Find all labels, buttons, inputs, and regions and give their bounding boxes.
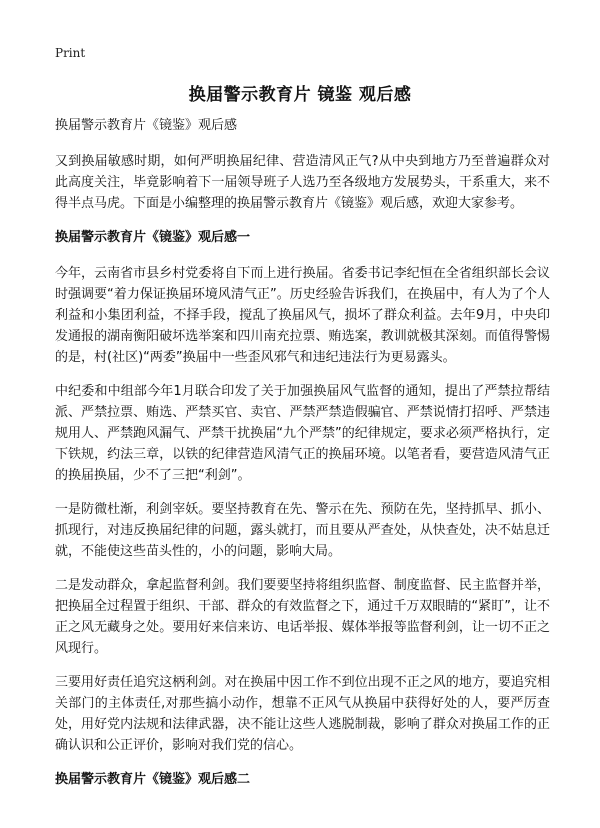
print-link[interactable]: Print bbox=[55, 46, 86, 60]
article-subtitle: 换届警示教育片《镜鉴》观后感 bbox=[55, 118, 238, 133]
section1-paragraph: 一是防微杜渐，利剑宰妖。要坚持教育在先、警示在先、预防在先，坚持抓早、抓小、抓现行，对违反换届纪律的问题，露头就打，而且要从严查处，从快查处，决不姑息迁就，不能使这些苗头性的，小的问题，影响大局。 bbox=[55, 502, 550, 559]
page-title: 换届警示教育片 镜鉴 观后感 bbox=[188, 85, 412, 105]
article-body bbox=[55, 115, 550, 805]
section1-paragraph: 二是发动群众，拿起监督利剑。我们要要坚持将组织监督、制度监督、民主监督并举，把换届全过程置于组织、干部、群众的有效监督之下，通过千万双眼睛的“紧盯”，让不正之风无藏身之处。要用好来信来访、电话举报、媒体举报等监督利剑，让一切不正之风现行。 bbox=[55, 578, 550, 656]
section-heading-2: 换届警示教育片《镜鉴》观后感二 bbox=[55, 772, 251, 787]
section-heading-1: 换届警示教育片《镜鉴》观后感一 bbox=[55, 230, 251, 245]
section1-paragraph: 今年，云南省市县乡村党委将自下而上进行换届。省委书记李纪恒在全省组织部长会议时强调要“着力保证换届环境风清气正”。历史经验告诉我们，在换届中，有人为了个人利益和小集团利益，不择手段，搅乱了换届风气，损坏了群众利益。去年9月，中央印发通报的湖南衡阳破坏选举案和四川南充拉票、贿选案，教训就极其深刻。而值得警惕的是，村(社区)“两委”换届中一些歪风邪气和违纪违法行为更易露头。 bbox=[55, 266, 550, 365]
section1-paragraph: 中纪委和中组部今年1月联合印发了关于加强换届风气监督的通知，提出了严禁拉帮结派、严禁拉票、贿选、严禁买官、卖官、严禁严禁造假骗官、严禁说情打招呼、严禁违规用人、严禁跑风漏气、严禁干扰换届“九个严禁”的纪律规定，要求必须严格执行，定下铁规，约法三章，以铁的纪律营造风清气正的换届环境。以笔者看，要营造风清气正的换届换届，少不了三把“利剑”。 bbox=[55, 384, 550, 483]
intro-paragraph: 又到换届敏感时期，如何严明换届纪律、营造清风正气?从中央到地方乃至普遍群众对此高度关注，毕竟影响着下一届领导班子人选乃至各级地方发展势头，干系重大，来不得半点马虎。下面是小编整理的换届警示教育片《镜鉴》观后感，欢迎大家参考。 bbox=[55, 154, 550, 211]
section1-paragraph: 三要用好责任追究这柄利剑。对在换届中因工作不到位出现不正之风的地方，要追究相关部门的主体责任,对那些搞小动作，想靠不正风气从换届中获得好处的人，要严厉查处，用好党内法规和法律武器，决不能让这些人逃脱制裁，影响了群众对换届工作的正确认识和公正评价，影响对我们党的信心。 bbox=[55, 675, 550, 753]
